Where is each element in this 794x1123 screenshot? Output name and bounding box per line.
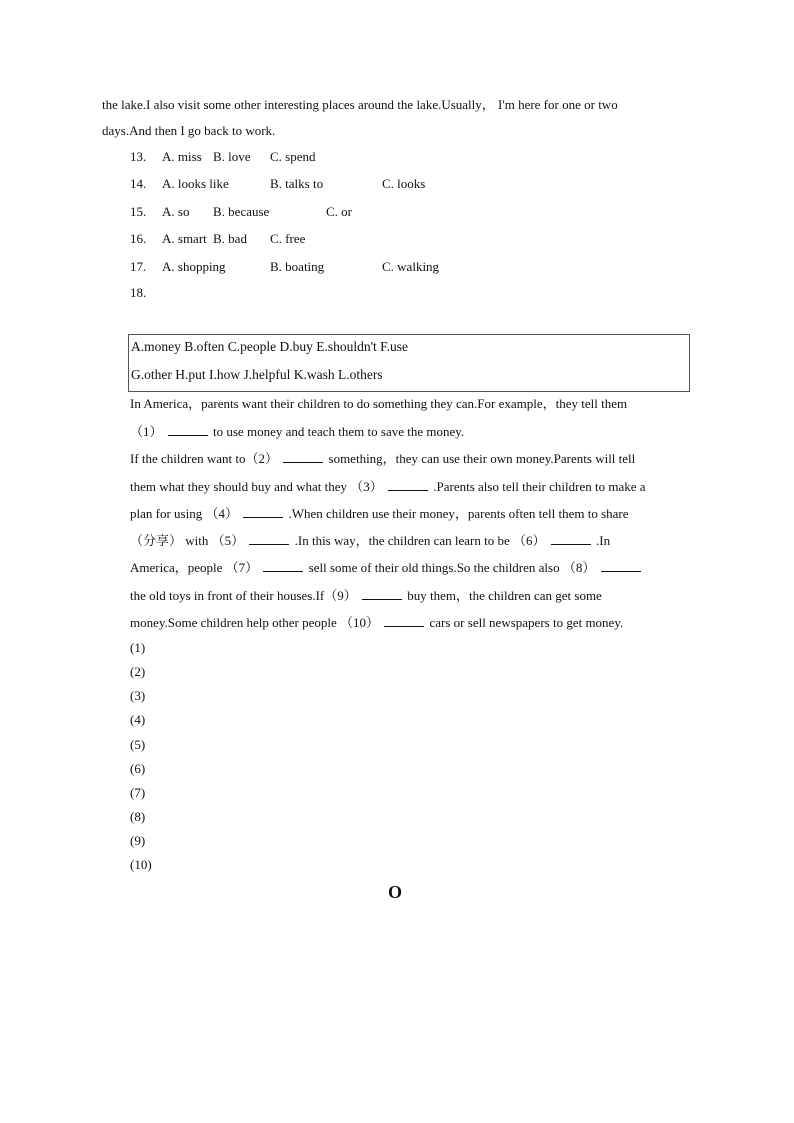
answer-line[interactable]: (10) [130,857,152,872]
option-b[interactable]: B. bad [213,231,247,246]
question-13 [0,149,794,165]
answer-line[interactable]: (8) [130,809,146,824]
cloze-text: America，people （7） [130,560,259,575]
answer-line[interactable]: (9) [130,833,146,848]
question-18 [0,285,794,301]
word-bank-row-1: A.money B.often C.people D.buy E.shouldn't F.use [131,339,408,354]
option-b[interactable]: B. talks to [270,176,324,191]
footer-mark: O [388,882,403,902]
cloze-text: （1） [130,424,163,439]
option-a[interactable]: A. so [162,204,190,219]
blank-2[interactable] [283,450,323,463]
question-16 [0,231,794,247]
blank-10[interactable] [384,614,424,627]
question-number: 13. [130,149,147,164]
question-number: 18. [130,285,147,300]
question-15 [0,204,794,220]
blank-4[interactable] [243,505,283,518]
question-number: 17. [130,259,147,274]
answer-line[interactable]: (6) [130,761,146,776]
cloze-text: to use money and teach them to save the money. [213,424,465,439]
option-c[interactable]: C. free [270,231,306,246]
cloze-text: .Parents also tell their children to make a [433,479,646,494]
blank-1[interactable] [168,423,208,436]
cloze-text: If the children want to（2） [130,451,279,466]
blank-3[interactable] [388,478,428,491]
option-a[interactable]: A. miss [162,149,202,164]
option-b[interactable]: B. love [213,149,251,164]
passage-line-2: days.And then I go back to work. [102,123,276,138]
cloze-text: .When children use their money，parents often tell them to share [288,506,629,521]
option-c[interactable]: C. looks [382,176,426,191]
cloze-text: the old toys in front of their houses.If（9） [130,588,357,603]
cloze-line-6 [130,532,610,549]
question-number: 15. [130,204,147,219]
cloze-line-9 [130,614,623,631]
question-14 [0,176,794,192]
cloze-text: money.Some children help other people （10） [130,615,379,630]
answer-line[interactable]: (1) [130,640,146,655]
cloze-text: （分享） with （5） [130,533,245,548]
answer-line[interactable]: (4) [130,712,146,727]
option-c[interactable]: C. or [326,204,352,219]
blank-7[interactable] [263,559,303,572]
option-c[interactable]: C. walking [382,259,440,274]
blank-6[interactable] [551,532,591,545]
answer-line[interactable]: (5) [130,737,146,752]
option-a[interactable]: A. looks like [162,176,229,191]
cloze-text: sell some of their old things.So the children also （8） [308,560,596,575]
cloze-text: something，they can use their own money.Parents will tell [328,451,636,466]
blank-9[interactable] [362,587,402,600]
cloze-text: plan for using （4） [130,506,238,521]
option-a[interactable]: A. smart [162,231,207,246]
word-bank-box [128,334,690,392]
option-c[interactable]: C. spend [270,149,316,164]
cloze-line-3 [130,450,635,467]
passage-line-1: the lake.I also visit some other interesting places around the lake.Usually， I'm here for one or two [102,97,618,112]
word-bank-row-2: G.other H.put I.how J.helpful K.wash L.others [131,367,383,382]
question-number: 16. [130,231,147,246]
cloze-line-4 [130,478,646,495]
blank-5[interactable] [249,532,289,545]
question-number: 14. [130,176,147,191]
cloze-line-8 [130,587,602,604]
blank-8[interactable] [601,559,641,572]
cloze-line-5 [130,505,629,522]
answer-line[interactable]: (3) [130,688,146,703]
answer-line[interactable]: (7) [130,785,146,800]
cloze-text: buy them，the children can get some [407,588,602,603]
cloze-line-1: In America，parents want their children to do something they can.For example，they tell them [130,396,628,411]
answer-line[interactable]: (2) [130,664,146,679]
option-b[interactable]: B. boating [270,259,325,274]
option-a[interactable]: A. shopping [162,259,226,274]
cloze-text: cars or sell newspapers to get money. [429,615,624,630]
cloze-line-2 [130,423,464,440]
cloze-line-7 [130,559,643,576]
cloze-text: .In [596,533,611,548]
option-b[interactable]: B. because [213,204,270,219]
cloze-text: .In this way，the children can learn to be （6） [294,533,546,548]
question-17 [0,259,794,275]
cloze-text: them what they should buy and what they （3） [130,479,383,494]
